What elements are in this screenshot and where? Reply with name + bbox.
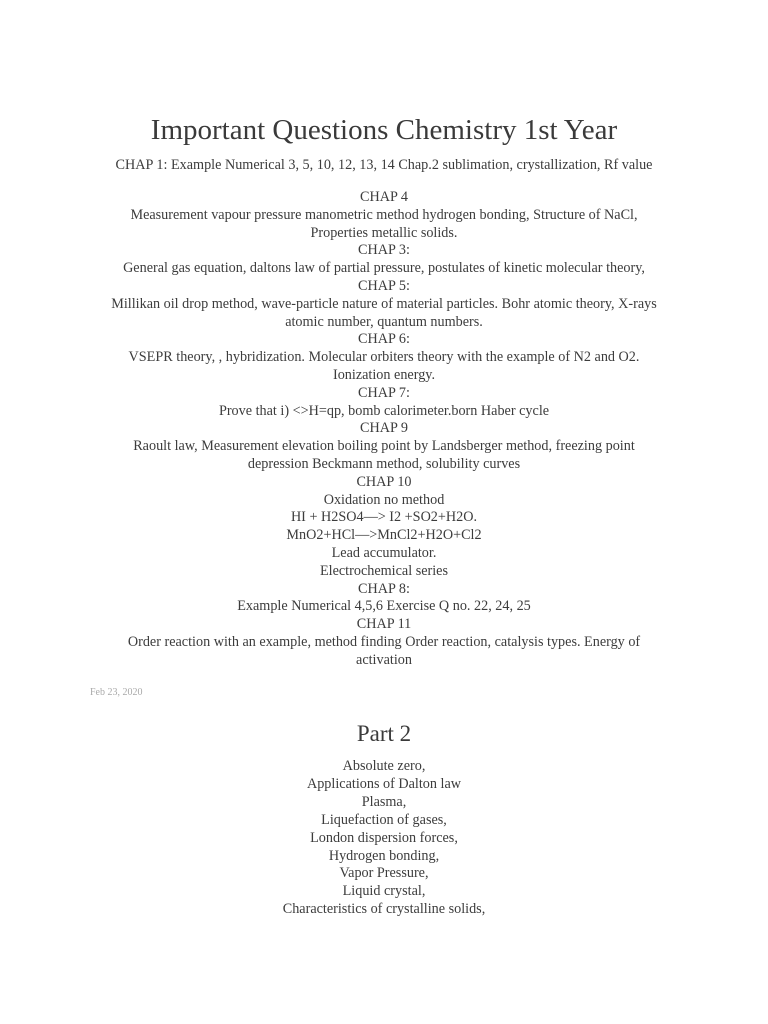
text-line: CHAP 7:: [358, 384, 410, 401]
text-line: Measurement vapour pressure manometric method hydrogen bonding, Structure of NaCl,: [130, 206, 638, 223]
text-line: MnO2+HCl—>MnCl2+H2O+Cl2: [286, 527, 482, 544]
text-line: VSEPR theory, , hybridization. Molecular orbiters theory with the example of N2 and O2.: [128, 349, 640, 366]
text-line: Raoult law, Measurement elevation boiling point by Landsberger method, freezing point: [133, 438, 635, 455]
text-line: Order reaction with an example, method finding Order reaction, catalysis types. Energy of: [127, 633, 641, 650]
text-line: activation: [356, 651, 412, 668]
list-item: Liquefaction of gases,: [321, 811, 447, 828]
text-line: Lead accumulator.: [331, 544, 437, 561]
text-line: depression Beckmann method, solubility curves: [247, 455, 521, 472]
text-line: HI + H2SO4—> I2 +SO2+H2O.: [290, 509, 478, 526]
text-line: Ionization energy.: [332, 366, 436, 383]
list-item: Hydrogen bonding,: [328, 847, 440, 864]
list-item: Liquid crystal,: [342, 883, 426, 900]
text-line: General gas equation, daltons law of partial pressure, postulates of kinetic molecular theory,: [123, 260, 645, 277]
topic-list: [0, 758, 768, 919]
list-item: Plasma,: [361, 793, 407, 810]
text-line: CHAP 6:: [358, 331, 410, 348]
text-line: Electrochemical series: [319, 562, 448, 579]
list-item: Applications of Dalton law: [306, 775, 462, 792]
list-item: Vapor Pressure,: [339, 865, 429, 882]
chapter-notes: [84, 189, 684, 670]
text-line: CHAP 3:: [358, 242, 410, 259]
intro-line: CHAP 1: Example Numerical 3, 5, 10, 12, 13, 14 Chap.2 sublimation, crystallization, Rf value: [115, 157, 653, 173]
list-item: Absolute zero,: [342, 758, 426, 774]
text-line: CHAP 4: [360, 189, 408, 205]
post-date: Feb 23, 2020: [90, 687, 143, 698]
list-item: Characteristics of crystalline solids,: [282, 901, 486, 918]
section-title: Part 2: [356, 721, 412, 746]
text-line: CHAP 11: [356, 616, 412, 633]
text-line: CHAP 9: [360, 420, 408, 437]
text-line: Properties metallic solids.: [310, 224, 458, 241]
text-line: Millikan oil drop method, wave-particle nature of material particles. Bohr atomic theory, X-rays: [111, 295, 657, 312]
list-item: London dispersion forces,: [310, 829, 458, 846]
text-line: Example Numerical 4,5,6 Exercise Q no. 22, 24, 25: [237, 598, 531, 615]
text-line: Oxidation no method: [323, 491, 445, 508]
text-line: CHAP 10: [356, 473, 412, 490]
text-line: CHAP 5:: [358, 277, 410, 294]
text-line: Prove that i) <>H=qp, bomb calorimeter.born Haber cycle: [218, 402, 550, 419]
text-line: atomic number, quantum numbers.: [285, 313, 483, 330]
text-line: CHAP 8:: [358, 580, 410, 597]
page-title: Important Questions Chemistry 1st Year: [150, 114, 618, 146]
